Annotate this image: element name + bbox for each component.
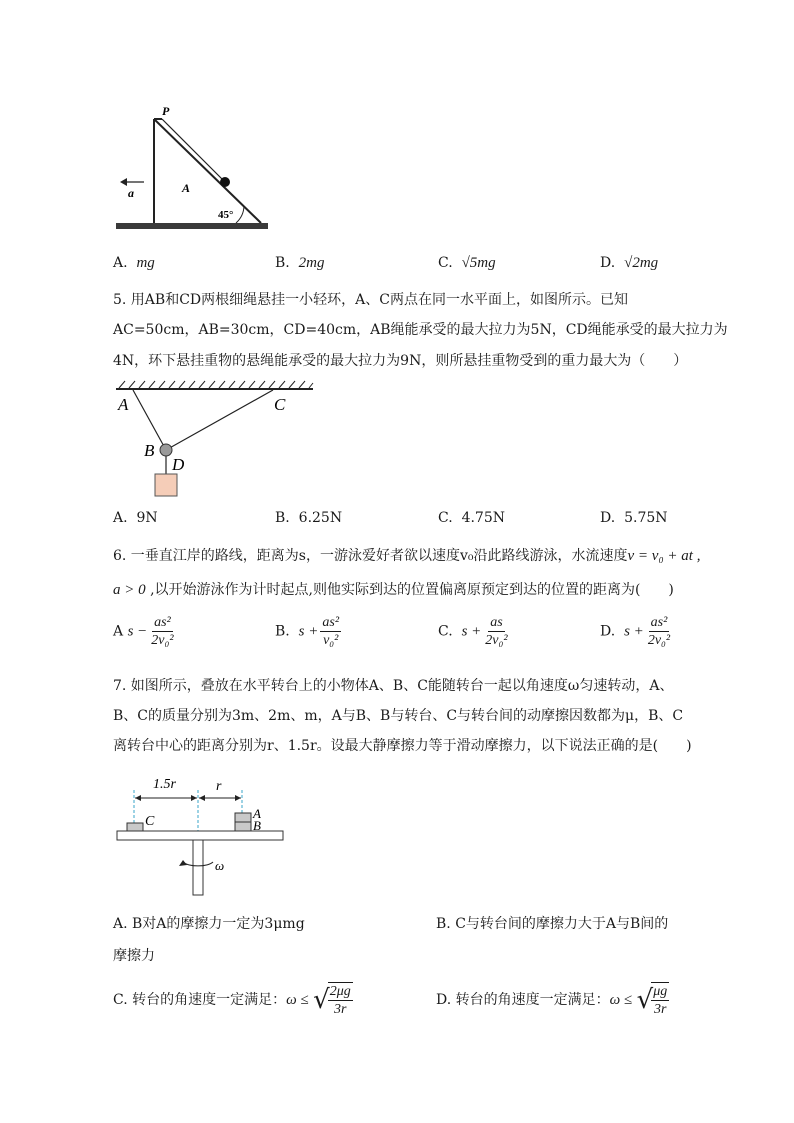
q5-option-d: D. 5.75N [600, 510, 668, 526]
q5-label-d: D [172, 455, 185, 474]
q7-label-c: C [145, 814, 155, 829]
q4-option-b: B. 2mg [275, 255, 325, 271]
q5-option-b: B. 6.25N [275, 510, 343, 526]
q5-label-c: C [274, 395, 286, 414]
label-angle: 45° [218, 209, 234, 221]
q5-option-c: C. 4.75N [438, 510, 505, 526]
q7-option-a: A. B对A的摩擦力一定为3μmg [113, 916, 305, 932]
q7-line-2: B、C的质量分别为3m、2m、m，A与B、B与转台、C与转台间的动摩擦因数都为μ，B、C [113, 708, 684, 724]
q7-label-a: A [253, 806, 261, 821]
q7-label-dist-c: 1.5r [153, 777, 176, 792]
q6-option-c: C. s + $\frac{as}{\text{2v₀²}}$ [438, 615, 508, 648]
q5-option-a: A. 9N [113, 510, 158, 526]
q7-line-3: 离转台中心的距离分别为r、1.5r。设最大静摩擦力等于滑动摩擦力，以下说法正确的是( ) [113, 738, 692, 754]
q5-line-3: 4N，环下悬挂重物的悬绳能承受的最大拉力为9N，则所悬挂重物受到的重力最大为（ ） [113, 353, 688, 369]
q7-label-omega: ω [215, 858, 225, 873]
q6-option-a: A s − $\frac{\text{as²}}{\text{2v₀²}}$ [113, 615, 174, 648]
q7-option-b-line-1: B. C与转台间的摩擦力大于A与B间的 [436, 916, 669, 932]
q5-line-2: AC=50cm，AB=30cm，CD=40cm，AB绳能承受的最大拉力为5N，CD绳能承受的最大拉力为 [113, 322, 728, 338]
q6-option-d: D. s + $\frac{\text{as²}}{\text{2v₀²}}$ [600, 615, 671, 648]
label-p: P [162, 105, 170, 118]
q7-turntable-figure [113, 768, 293, 898]
label-accel: a [128, 186, 134, 200]
q6-line-2: a > 0 ,以开始游泳作为计时起点,则他实际到达的位置偏离原预定到达的位置的距离为( ) [113, 582, 674, 598]
q7-option-d: D. 转台的角速度一定满足：ω ≤ √ $\frac{\mu g}{3r}$ [436, 984, 668, 1017]
q6-line-1: 6. 一垂直江岸的路线，距离为s，一游泳爱好者欲以速度v₀沿此路线游泳，水流速度v = v₀ + at , [113, 548, 701, 564]
q7-line-1: 7. 如图所示，叠放在水平转台上的小物体A、B、C能随转台一起以角速度ω匀速转动，A、 [113, 678, 674, 694]
q7-label-b: B [253, 818, 261, 833]
label-a-block: A [182, 181, 191, 195]
q6-option-b: B. s + $\frac{\text{as²}}{\text{v₀²}}$ [275, 615, 340, 648]
q4-option-c: C. √5mg [438, 255, 496, 271]
q5-figure [113, 380, 318, 500]
q7-label-dist-b: r [216, 779, 222, 794]
q4-option-d: D. √2mg [600, 255, 659, 271]
q7-option-c: C. 转台的角速度一定满足：ω ≤ √ $\frac{2\mu g}{3r}$ [113, 984, 351, 1017]
incline-figure [116, 105, 272, 235]
q7-option-b-line-2: 摩擦力 [113, 948, 155, 964]
q5-label-a: A [118, 395, 129, 414]
q5-line-1: 5. 用AB和CD两根细绳悬挂一小轻环，A、C两点在同一水平面上，如图所示。已知 [113, 292, 628, 308]
q5-label-b: B [144, 441, 155, 460]
q4-option-a: A. mg [113, 255, 155, 271]
